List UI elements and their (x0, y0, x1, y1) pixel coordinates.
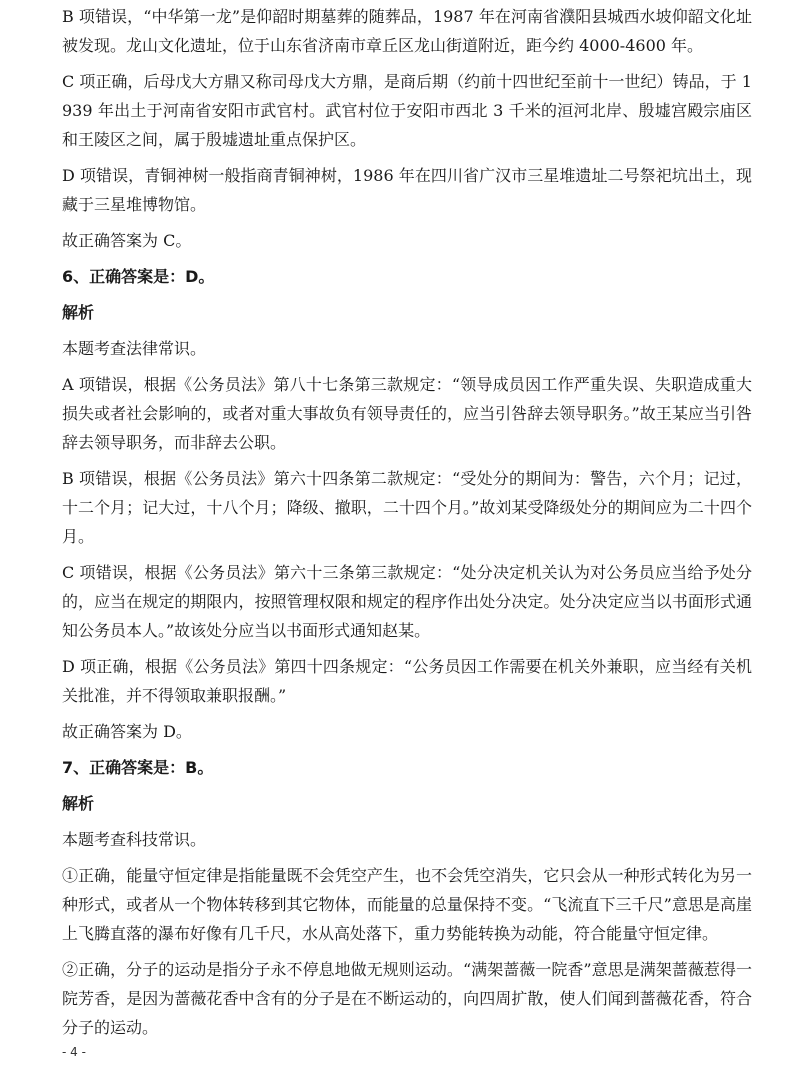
analysis-heading: 解析 (62, 303, 95, 322)
analysis-heading: 解析 (62, 794, 95, 813)
question-7-answer-heading: 7、正确答案是：B。 (62, 758, 214, 777)
item-2-paragraph: ②正确，分子的运动是指分子永不停息地做无规则运动。“满架蔷薇一院香”意思是满架蔷薇惹得一院芳香，是因为蔷薇花香中含有的分子是在不断运动的，向四周扩散，使人们闻到蔷薇花香，符合分子的运动。 (62, 960, 752, 1037)
option-d-paragraph: D 项错误，青铜神树一般指商青铜神树，1986 年在四川省广汉市三星堆遗址二号祭祀坑出土，现藏于三星堆博物馆。 (62, 166, 752, 214)
option-c-paragraph: C 项错误，根据《公务员法》第六十三条第三款规定：“处分决定机关认为对公务员应当给予处分的，应当在规定的期限内，按照管理权限和规定的程序作出处分决定。处分决定应当以书面形式通知公务员本人。”故该处分应当以书面形式通知赵某。 (62, 563, 752, 640)
option-b-paragraph: B 项错误，“中华第一龙”是仰韶时期墓葬的随葬品，1987 年在河南省濮阳县城西水坡仰韶文化址被发现。龙山文化遗址，位于山东省济南市章丘区龙山街道附近，距今约 4000-4600 年。 (62, 7, 752, 55)
document-page (62, 2, 752, 1049)
option-b-paragraph: B 项错误，根据《公务员法》第六十四条第二款规定：“受处分的期间为：警告，六个月；记过，十二个月；记大过，十八个月；降级、撤职，二十四个月。”故刘某受降级处分的期间应为二十四个月。 (62, 469, 752, 546)
topic-paragraph: 本题考查法律常识。 (62, 339, 207, 358)
option-c-paragraph: C 项正确，后母戊大方鼎又称司母戊大方鼎，是商后期（约前十四世纪至前十一世纪）铸品，于 1939 年出土于河南省安阳市武官村。武官村位于安阳市西北 3 千米的洹河北岸、殷墟宫殿宗庙区和王陵区之间，属于殷墟遗址重点保护区。 (62, 72, 752, 149)
option-d-paragraph: D 项正确，根据《公务员法》第四十四条规定：“公务员因工作需要在机关外兼职，应当经有关机关批准，并不得领取兼职报酬。” (62, 657, 752, 705)
topic-paragraph: 本题考查科技常识。 (62, 830, 207, 849)
conclusion-paragraph: 故正确答案为 D。 (62, 722, 192, 741)
item-1-paragraph: ①正确，能量守恒定律是指能量既不会凭空产生，也不会凭空消失，它只会从一种形式转化为另一种形式，或者从一个物体转移到其它物体，而能量的总量保持不变。“飞流直下三千尺”意思是高崖上飞腾直落的瀑布好像有几千尺，水从高处落下，重力势能转换为动能，符合能量守恒定律。 (62, 866, 752, 943)
page-number: - 4 - (62, 1045, 86, 1059)
conclusion-paragraph: 故正确答案为 C。 (62, 231, 192, 250)
option-a-paragraph: A 项错误，根据《公务员法》第八十七条第三款规定：“领导成员因工作严重失误、失职造成重大损失或者社会影响的，或者对重大事故负有领导责任的，应当引咎辞去领导职务。”故王某应当引咎辞去领导职务，而非辞去公职。 (62, 375, 752, 452)
question-6-answer-heading: 6、正确答案是：D。 (62, 267, 215, 286)
